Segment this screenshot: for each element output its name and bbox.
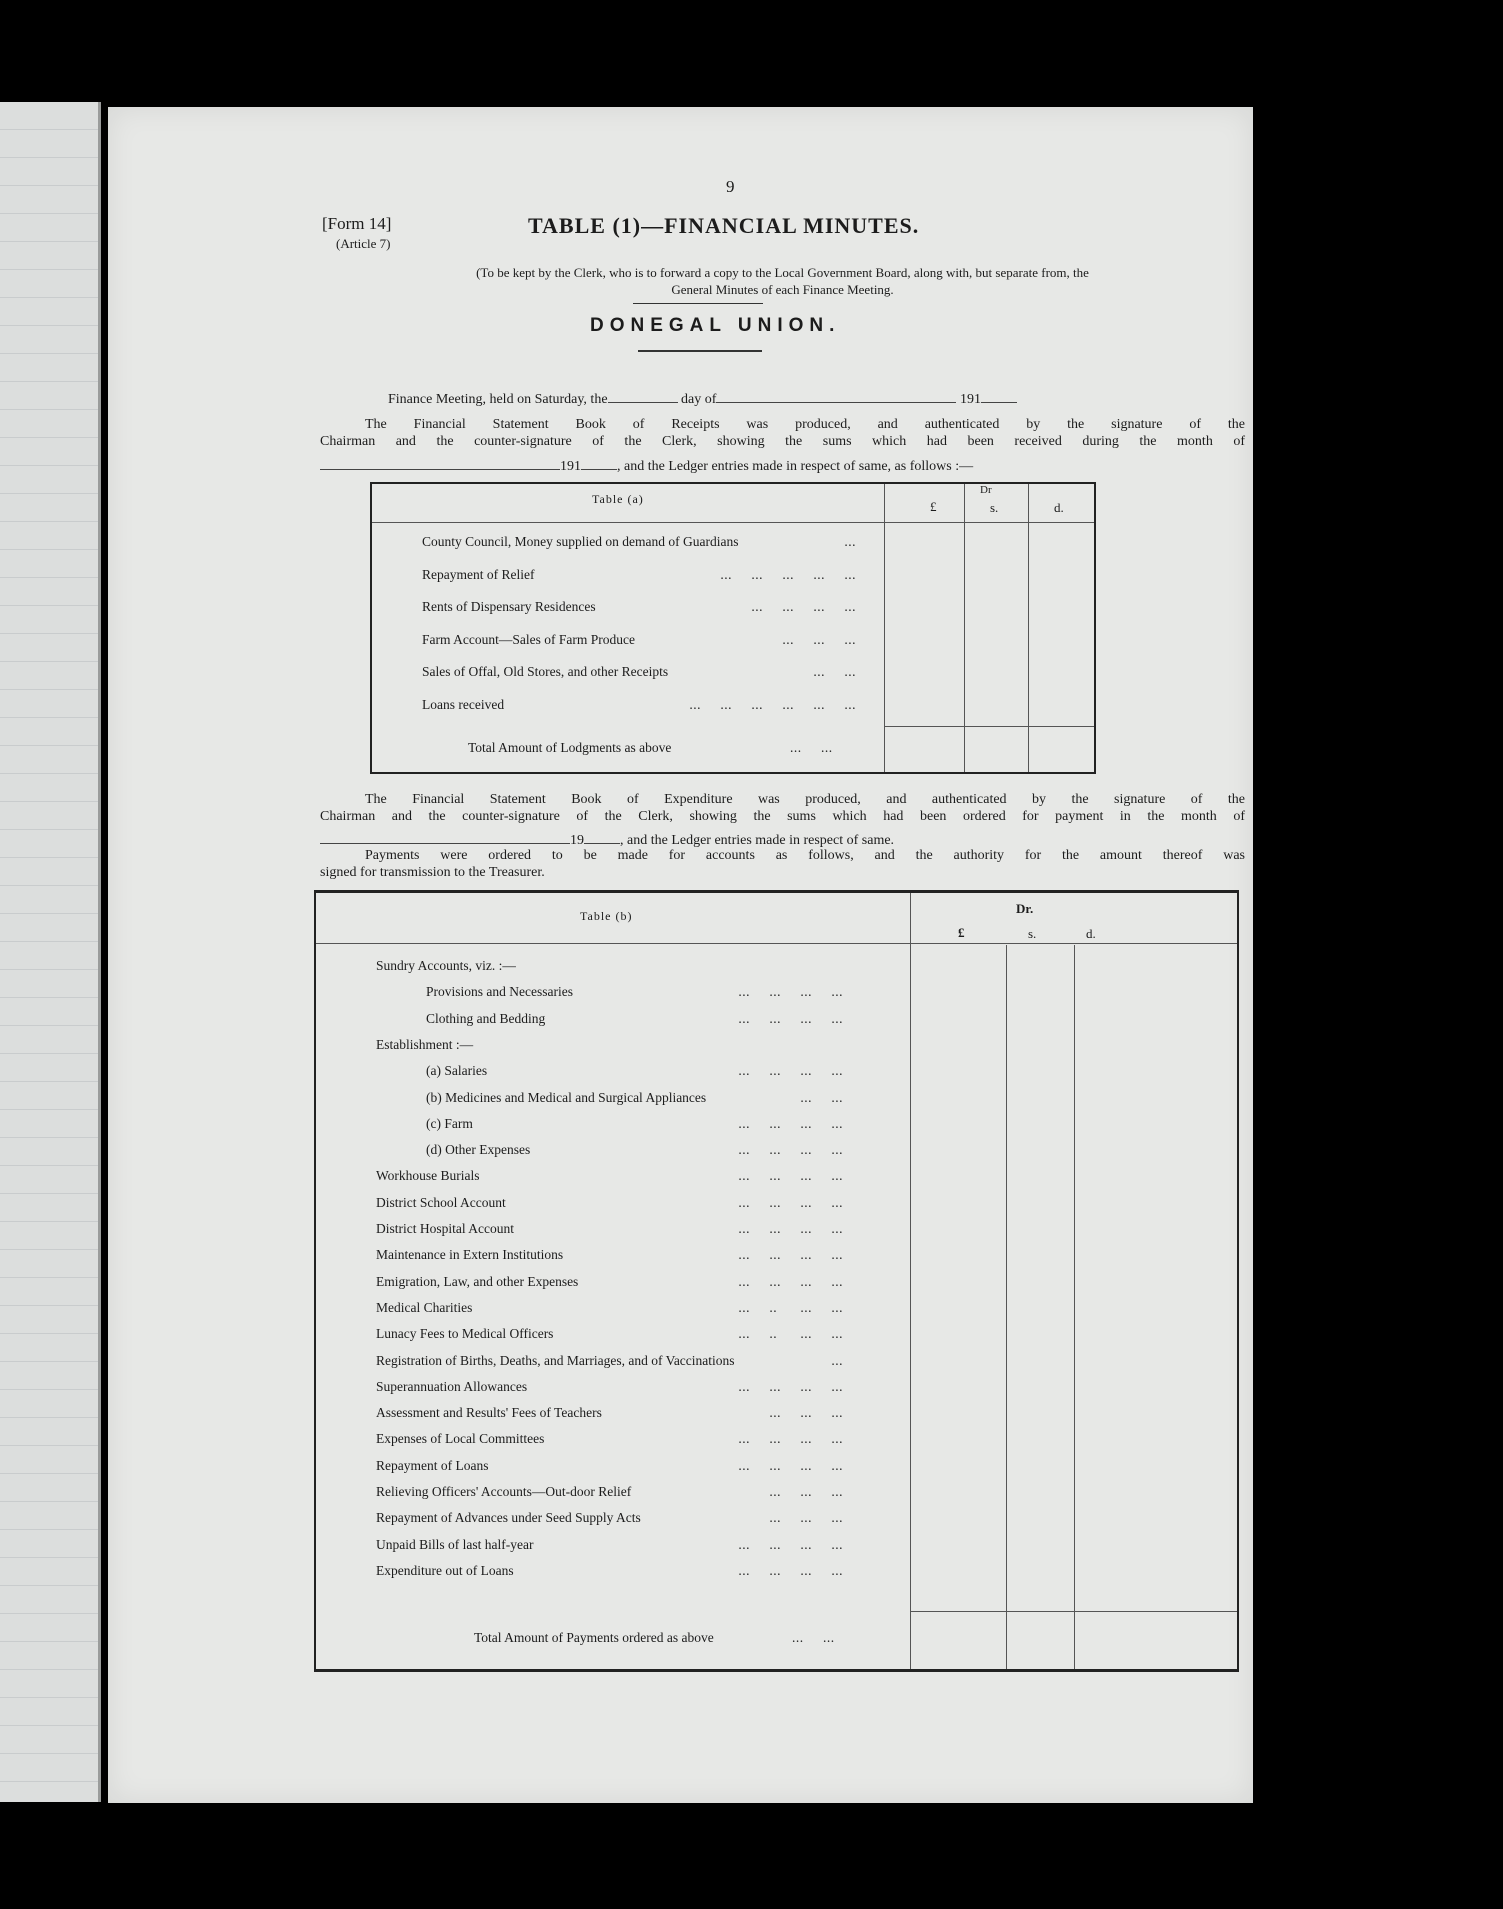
table-b-row-dots: ... ... ...	[769, 1484, 843, 1499]
table-b-row-dots: ... .. ... ...	[738, 1326, 843, 1342]
table-a-total-label: Total Amount of Lodgments as above	[468, 740, 672, 755]
table-a-row-label: Loans received	[422, 696, 505, 712]
receipts-year-blank	[581, 457, 617, 470]
table-b-row-label: Unpaid Bills of last half-year	[376, 1536, 534, 1552]
expenditure-year: 19	[570, 833, 584, 848]
receipts-month-blank	[320, 457, 560, 470]
left-facing-page	[0, 102, 101, 1802]
table-b-pence-header: d.	[1086, 926, 1096, 941]
table-b-row-label: (a) Salaries	[426, 1063, 488, 1079]
table-b-row-label: Expenses of Local Committees	[376, 1431, 545, 1447]
table-b-total-rule	[910, 1611, 1237, 1612]
table-b-row-label: Relieving Officers' Accounts—Out-door Relief	[376, 1484, 632, 1499]
table-a-caption: Table (a)	[592, 492, 644, 506]
table-a-shillings-header: s.	[990, 500, 999, 515]
instruction-note	[320, 264, 1245, 298]
table-b-total-dots: ... ...	[792, 1630, 835, 1645]
table-b-row-dots: ... ... ... ...	[738, 1221, 843, 1236]
table-b-row-dots: ... ... ... ...	[738, 1562, 843, 1578]
form-number: [Form 14]	[322, 214, 392, 233]
instruction-line-1: (To be kept by the Clerk, who is to forward a copy to the Local Government Board, along with, but separate from, the	[476, 265, 1089, 280]
table-b-caption: Table (b)	[580, 909, 633, 923]
form-reference	[322, 214, 391, 254]
table-b-row-label: Repayment of Loans	[376, 1457, 489, 1473]
table-b-row-label: Establishment :—	[376, 1036, 474, 1052]
table-b-row-label: Assessment and Results' Fees of Teachers	[376, 1405, 602, 1421]
table-a-pounds-header: £	[930, 499, 937, 514]
table-a-row-dots: ... ... ... ...	[751, 599, 856, 614]
table-b-row-dots: ... ... ... ...	[738, 1063, 843, 1079]
article-reference: (Article 7)	[336, 236, 391, 251]
table-b-row-dots: ... ... ... ...	[738, 1378, 843, 1394]
table-b-row-label: Medical Charities	[376, 1299, 473, 1315]
payments-line-2: signed for transmission to the Treasurer.	[320, 865, 545, 880]
table-a-col-divider	[884, 484, 885, 772]
table-b-row-label: Sundry Accounts, viz. :—	[376, 958, 516, 973]
table-b-pounds-header: £	[958, 925, 965, 940]
table-b-row-dots: ...	[831, 1352, 843, 1368]
table-b-row-label: Workhouse Burials	[376, 1168, 480, 1184]
table-a-col-divider	[1028, 484, 1029, 772]
expenditure-year-blank	[584, 831, 620, 844]
table-b-row-dots: ... ... ... ...	[738, 1247, 843, 1263]
receipts-tail: , and the Ledger entries made in respect of same, as follows :—	[617, 459, 974, 474]
table-b-row-dots: ... ...	[800, 1089, 843, 1105]
meeting-prefix: Finance Meeting, held on Saturday, the	[388, 392, 608, 407]
year-blank	[981, 390, 1017, 403]
table-b-row-dots: ... ... ... ...	[738, 1010, 843, 1026]
table-b-row-dots: ... ... ... ...	[738, 1536, 843, 1552]
table-a-row-label: Repayment of Relief	[422, 566, 535, 582]
receipts-line-3	[320, 457, 973, 475]
table-a-row-dots: ...	[844, 534, 856, 549]
table-a-row-dots: ... ... ... ... ... ...	[689, 696, 856, 712]
document-page	[108, 107, 1253, 1803]
table-a-row-label: County Council, Money supplied on demand of Guardians	[422, 534, 739, 549]
table-b-total-label: Total Amount of Payments ordered as above	[474, 1630, 714, 1645]
table-b-header-rule	[316, 943, 1237, 944]
month-blank	[716, 390, 956, 403]
union-name: DONEGAL UNION.	[590, 315, 841, 336]
instruction-line-2: General Minutes of each Finance Meeting.	[671, 282, 894, 297]
page-title: TABLE (1)—FINANCIAL MINUTES.	[528, 213, 920, 238]
receipts-line-1: The Financial Statement Book of Receipts was produced, and authenticated by the signature of the	[365, 417, 1245, 432]
table-a-col-divider	[964, 484, 965, 772]
table-b-row-dots: ... ... ... ...	[738, 984, 843, 1000]
table-b-row-label: Repayment of Advances under Seed Supply Acts	[376, 1510, 641, 1526]
table-b-row-label: (b) Medicines and Medical and Surgical Appliances	[426, 1089, 707, 1105]
table-b-row-dots: ... ... ...	[769, 1405, 843, 1421]
table-b-row-label: (c) Farm	[426, 1115, 473, 1131]
table-a-total-dots: ... ...	[790, 740, 833, 755]
table-b-row-dots: ... ... ... ...	[738, 1457, 843, 1473]
table-a-total-rule	[884, 726, 1094, 727]
table-b-dr-label: Dr.	[1016, 901, 1034, 916]
table-a-dr-label: Dr	[980, 484, 992, 496]
table-a-row-label: Rents of Dispensary Residences	[422, 599, 596, 614]
union-underline	[638, 350, 762, 352]
table-b-row-dots: ... ... ... ...	[738, 1194, 843, 1210]
table-b-row-label: Emigration, Law, and other Expenses	[376, 1273, 579, 1289]
expenditure-tail: , and the Ledger entries made in respect of same.	[620, 833, 895, 848]
expenditure-line-1: The Financial Statement Book of Expenditure was produced, and authenticated by the signature of the	[365, 792, 1245, 807]
table-a	[370, 482, 1096, 774]
table-b-row-label: Lunacy Fees to Medical Officers	[376, 1326, 554, 1342]
table-b-row-dots: ... .. ... ...	[738, 1299, 843, 1315]
table-b-col-divider	[1074, 945, 1075, 1669]
meeting-day-of: day of	[681, 392, 717, 407]
table-b-row-dots: ... ... ... ...	[738, 1142, 843, 1158]
expenditure-line-2: Chairman and the counter-signature of the Clerk, showing the sums which had been ordered for payment in the month of	[320, 809, 1245, 824]
payments-line-1: Payments were ordered to be made for accounts as follows, and the authority for the amount thereof was	[365, 848, 1245, 863]
table-a-row-dots: ... ... ... ... ...	[720, 566, 856, 582]
table-b-row-label: Expenditure out of Loans	[376, 1562, 514, 1578]
table-b-row-label: Superannuation Allowances	[376, 1378, 528, 1394]
table-b-row-dots: ... ... ... ...	[738, 1273, 843, 1289]
table-a-row-label: Farm Account—Sales of Farm Produce	[422, 631, 635, 647]
table-a-row-dots: ... ...	[813, 664, 856, 679]
table-b-row-label: District Hospital Account	[376, 1221, 514, 1236]
table-b-col-divider	[910, 893, 911, 1669]
table-b-shillings-header: s.	[1028, 926, 1037, 941]
table-b	[314, 890, 1239, 1672]
table-a-row-label: Sales of Offal, Old Stores, and other Receipts	[422, 664, 669, 679]
table-b-col-divider	[1006, 945, 1007, 1669]
table-a-row-dots: ... ... ...	[782, 631, 856, 647]
receipts-year: 191	[560, 459, 581, 474]
receipts-line-2: Chairman and the counter-signature of the Clerk, showing the sums which had been received during the month of	[320, 434, 1245, 449]
table-a-header-rule	[372, 522, 1094, 523]
table-b-row-dots: ... ... ... ...	[738, 1168, 843, 1184]
page-number: 9	[726, 177, 735, 196]
divider-rule	[633, 303, 763, 304]
table-b-row-label: Clothing and Bedding	[426, 1010, 546, 1026]
table-b-row-label: Provisions and Necessaries	[426, 984, 573, 1000]
table-b-row-dots: ... ... ... ...	[738, 1115, 843, 1131]
meeting-year: 191	[959, 392, 981, 407]
table-b-row-label: Registration of Births, Deaths, and Marriages, and of Vaccinations	[376, 1352, 735, 1368]
table-b-row-dots: ... ... ...	[769, 1510, 843, 1526]
table-a-pence-header: d.	[1054, 500, 1064, 515]
table-b-row-dots: ... ... ... ...	[738, 1431, 843, 1447]
expenditure-month-blank	[320, 831, 570, 844]
day-blank	[608, 390, 678, 403]
table-b-row-label: (d) Other Expenses	[426, 1142, 531, 1158]
table-b-row-label: Maintenance in Extern Institutions	[376, 1247, 564, 1263]
table-b-row-label: District School Account	[376, 1194, 506, 1210]
meeting-line	[388, 390, 1017, 408]
